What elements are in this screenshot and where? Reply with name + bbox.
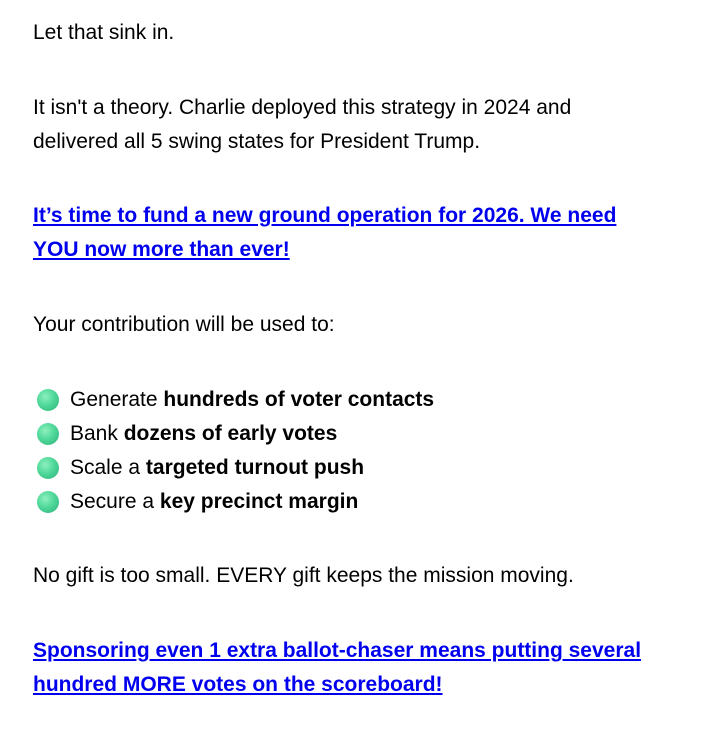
paragraph-text-line2: delivered all 5 swing states for President Trump. xyxy=(33,130,481,153)
list-item xyxy=(37,451,434,485)
list-item-text: Secure a xyxy=(70,490,155,513)
green-circle-icon xyxy=(37,457,59,479)
list-item xyxy=(37,417,434,451)
list-item-bold-text: hundreds of voter contacts xyxy=(163,388,435,411)
green-circle-icon xyxy=(37,491,59,513)
link-text-line2: YOU now more than ever! xyxy=(33,238,290,261)
list-item-bold-text: dozens of early votes xyxy=(123,422,338,445)
cta-paragraph-sponsor xyxy=(33,634,693,702)
paragraph-contribution xyxy=(33,308,693,342)
paragraph-text: Your contribution will be used to: xyxy=(33,313,335,336)
green-circle-icon xyxy=(37,423,59,445)
list-item-text: Generate xyxy=(70,388,158,411)
paragraph-text: Let that sink in. xyxy=(33,21,175,44)
paragraph-text-line1: It isn't a theory. Charlie deployed this strategy in 2024 and xyxy=(33,96,572,119)
green-circle-icon xyxy=(37,389,59,411)
link-text-line1: Sponsoring even 1 extra ballot-chaser means putting several xyxy=(33,639,642,662)
paragraph-sink-in xyxy=(33,16,693,50)
paragraph-text: No gift is too small. EVERY gift keeps the mission moving. xyxy=(33,564,574,587)
list-item-bold-text: targeted turnout push xyxy=(145,456,365,479)
sponsor-ballot-chaser-link[interactable] xyxy=(33,639,641,696)
paragraph-no-gift-too-small xyxy=(33,559,693,593)
list-item-bold-text: key precinct margin xyxy=(159,490,359,513)
link-text-line2: hundred MORE votes on the scoreboard! xyxy=(33,673,443,696)
list-item xyxy=(37,383,434,417)
list-item xyxy=(37,485,434,519)
link-text-line1: It’s time to fund a new ground operation for 2026. We need xyxy=(33,204,617,227)
contribution-list xyxy=(37,383,434,519)
list-item-text: Bank xyxy=(70,422,118,445)
fund-ground-operation-link[interactable] xyxy=(33,204,616,261)
list-item-text: Scale a xyxy=(70,456,141,479)
cta-paragraph-fund xyxy=(33,199,693,267)
paragraph-theory xyxy=(33,91,693,159)
